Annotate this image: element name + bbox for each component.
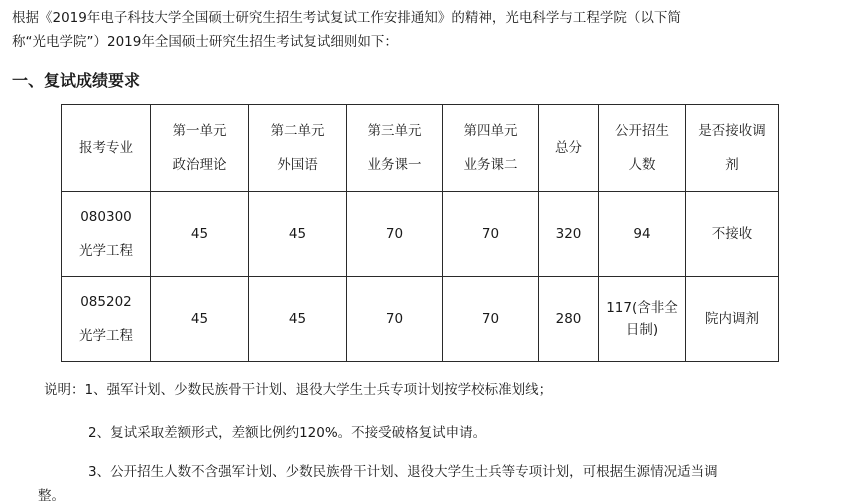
note-3: 3、公开招生人数不含强军计划、少数民族骨干计划、退役大学生士兵等专项计划，可根据生源情况适当调 — [88, 464, 718, 480]
unit4-score: 70 — [443, 192, 539, 277]
header-quota — [599, 105, 686, 192]
unit1-score: 45 — [151, 192, 249, 277]
quota-cell: 94 — [599, 192, 686, 277]
major-code: 080300 — [80, 209, 132, 225]
header-unit2 — [249, 105, 347, 192]
major-cell — [62, 192, 151, 277]
major-cell — [62, 277, 151, 362]
header-transfer — [686, 105, 779, 192]
major-name: 光学工程 — [79, 328, 133, 344]
transfer-cell: 不接收 — [686, 192, 779, 277]
header-total: 总分 — [539, 105, 599, 192]
header-quota-line1: 公开招生 — [615, 123, 669, 139]
note-2: 2、复试采取差额形式，差额比例约120%。不接受破格复试申请。 — [88, 425, 487, 441]
header-unit3-line2: 业务课一 — [367, 157, 422, 173]
table-header-row — [62, 105, 779, 192]
table-row — [62, 277, 779, 362]
header-major: 报考专业 — [62, 105, 151, 192]
total-score: 320 — [539, 192, 599, 277]
total-score: 280 — [539, 277, 599, 362]
header-unit4-line2: 业务课二 — [463, 157, 518, 173]
header-transfer-line1: 是否接收调 — [698, 123, 766, 139]
unit3-score: 70 — [347, 277, 443, 362]
quota-cell — [599, 277, 686, 362]
intro-line-2: 称“光电学院”）2019年全国硕士研究生招生考试复试细则如下： — [12, 34, 398, 50]
header-unit4-line1: 第四单元 — [463, 123, 518, 139]
transfer-cell: 院内调剂 — [686, 277, 779, 362]
section-title: 一、复试成绩要求 — [12, 71, 141, 90]
unit2-score: 45 — [249, 277, 347, 362]
note-3-continued: 整。 — [38, 488, 65, 504]
header-unit1 — [151, 105, 249, 192]
header-transfer-line2: 剂 — [725, 157, 739, 173]
intro-paragraph — [12, 6, 842, 54]
header-unit3-line1: 第三单元 — [367, 123, 422, 139]
major-name: 光学工程 — [79, 243, 133, 259]
unit4-score: 70 — [443, 277, 539, 362]
table-row — [62, 192, 779, 277]
quota-line1: 117(含非全 — [606, 300, 678, 316]
header-unit3 — [347, 105, 443, 192]
unit2-score: 45 — [249, 192, 347, 277]
note-1: 说明：1、强军计划、少数民族骨干计划、退役大学生士兵专项计划按学校标准划线； — [44, 382, 553, 398]
major-code: 085202 — [80, 294, 132, 310]
header-quota-line2: 人数 — [628, 157, 656, 173]
score-requirements-table — [61, 104, 779, 362]
header-unit2-line1: 第二单元 — [270, 123, 325, 139]
header-unit1-line1: 第一单元 — [172, 123, 227, 139]
quota-line2: 日制) — [625, 322, 659, 338]
unit3-score: 70 — [347, 192, 443, 277]
header-unit4 — [443, 105, 539, 192]
header-unit1-line2: 政治理论 — [172, 157, 227, 173]
intro-line-1: 根据《2019年电子科技大学全国硕士研究生招生考试复试工作安排通知》的精神，光电科学与工程学院（以下简 — [12, 10, 681, 26]
header-unit2-line2: 外国语 — [277, 157, 318, 173]
unit1-score: 45 — [151, 277, 249, 362]
